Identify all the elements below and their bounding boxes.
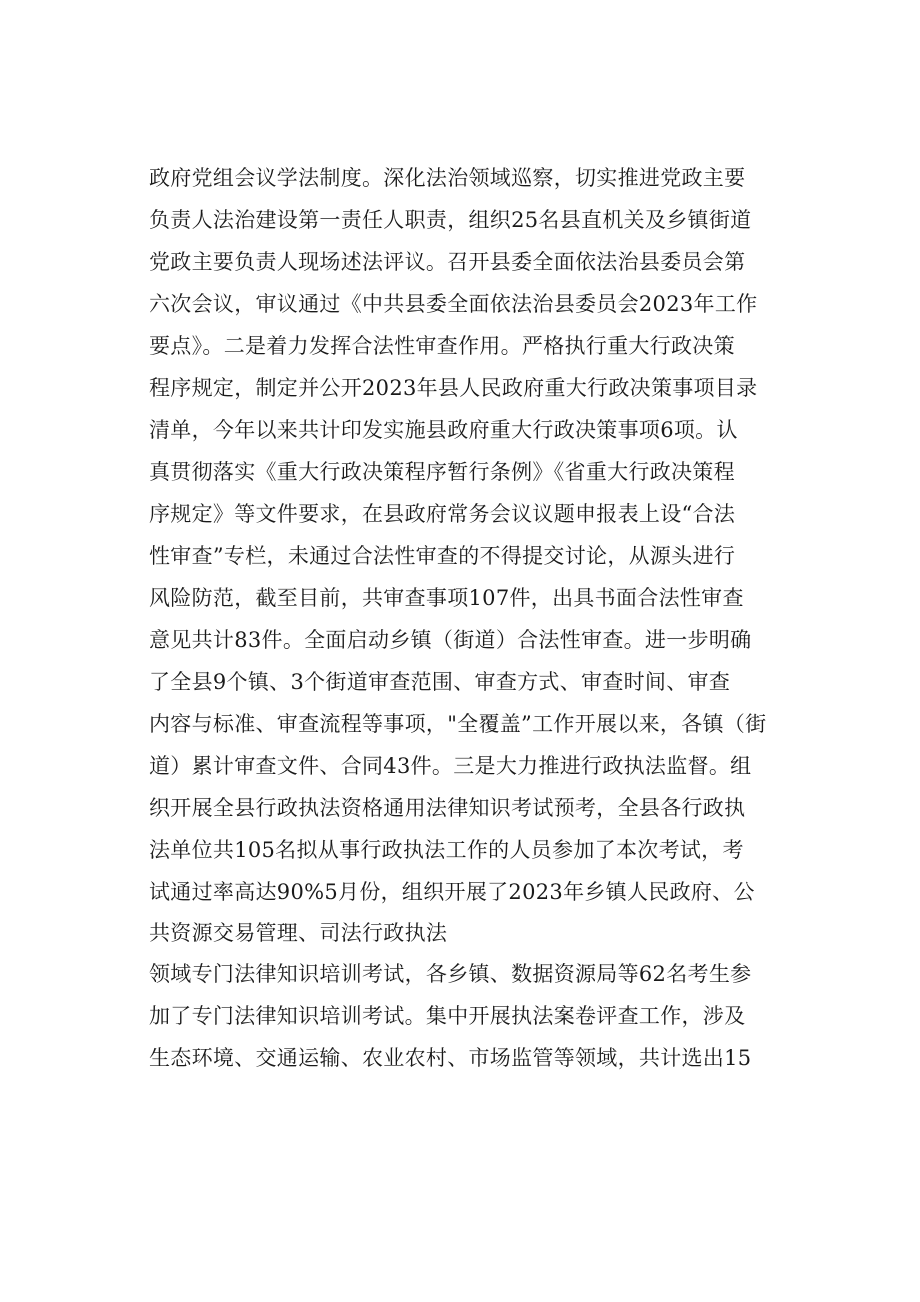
text-line: 生态环境、交通运输、农业农村、市场监管等领域，共计选出15 [149, 1046, 752, 1070]
text-line: 性审查”专栏，未通过合法性审查的不得提交讨论，从源头进行 [149, 544, 736, 568]
text-line: 六次会议，审议通过《中共县委全面依法治县委员会2023年工作 [149, 292, 758, 316]
text-line: 要点》。二是着力发挥合法性审查作用。严格执行重大行政决策 [149, 334, 735, 358]
text-line: 试通过率高达90%5月份，组织开展了2023年乡镇人民政府、公 [149, 880, 755, 904]
text-line: 内容与标准、审查流程等事项，"全覆盖”工作开展以来，各镇（街 [149, 712, 767, 736]
body-text [149, 157, 809, 1079]
text-line: 共资源交易管理、司法行政执法 [149, 921, 448, 945]
text-line: 真贯彻落实《重大行政决策程序暂行条例》《省重大行政决策程 [149, 460, 735, 484]
text-line: 加了专门法律知识培训考试。集中开展执法案卷评查工作，涉及 [149, 1004, 746, 1028]
text-line: 政府党组会议学法制度。深化法治领域巡察，切实推进党政主要 [149, 166, 746, 190]
text-line: 法单位共105名拟从事行政执法工作的人员参加了本次考试，考 [149, 838, 744, 862]
text-line: 织开展全县行政执法资格通用法律知识考试预考，全县各行政执 [149, 796, 746, 820]
text-line: 清单，今年以来共计印发实施县政府重大行政决策事项6项。认 [149, 418, 738, 442]
text-line: 了全县9个镇、3个街道审查范围、审查方式、审查时间、审查 [149, 670, 731, 694]
text-line: 意见共计83件。全面启动乡镇（街道）合法性审查。进一步明确 [149, 628, 752, 652]
text-line: 道）累计审查文件、合同43件。三是大力推进行政执法监督。组 [149, 754, 752, 778]
text-line: 负责人法治建设第一责任人职责，组织25名县直机关及乡镇街道 [149, 208, 752, 232]
text-line: 领域专门法律知识培训考试，各乡镇、数据资源局等62名考生参 [149, 962, 752, 986]
text-line: 序规定》等文件要求，在县政府常务会议议题申报表上设“合法 [149, 502, 736, 526]
text-line: 党政主要负责人现场述法评议。召开县委全面依法治县委员会第 [149, 250, 746, 274]
text-line: 风险防范，截至目前，共审查事项107件，出具书面合法性审查 [149, 586, 744, 610]
text-line: 程序规定，制定并公开2023年县人民政府重大行政决策事项目录 [149, 376, 758, 400]
